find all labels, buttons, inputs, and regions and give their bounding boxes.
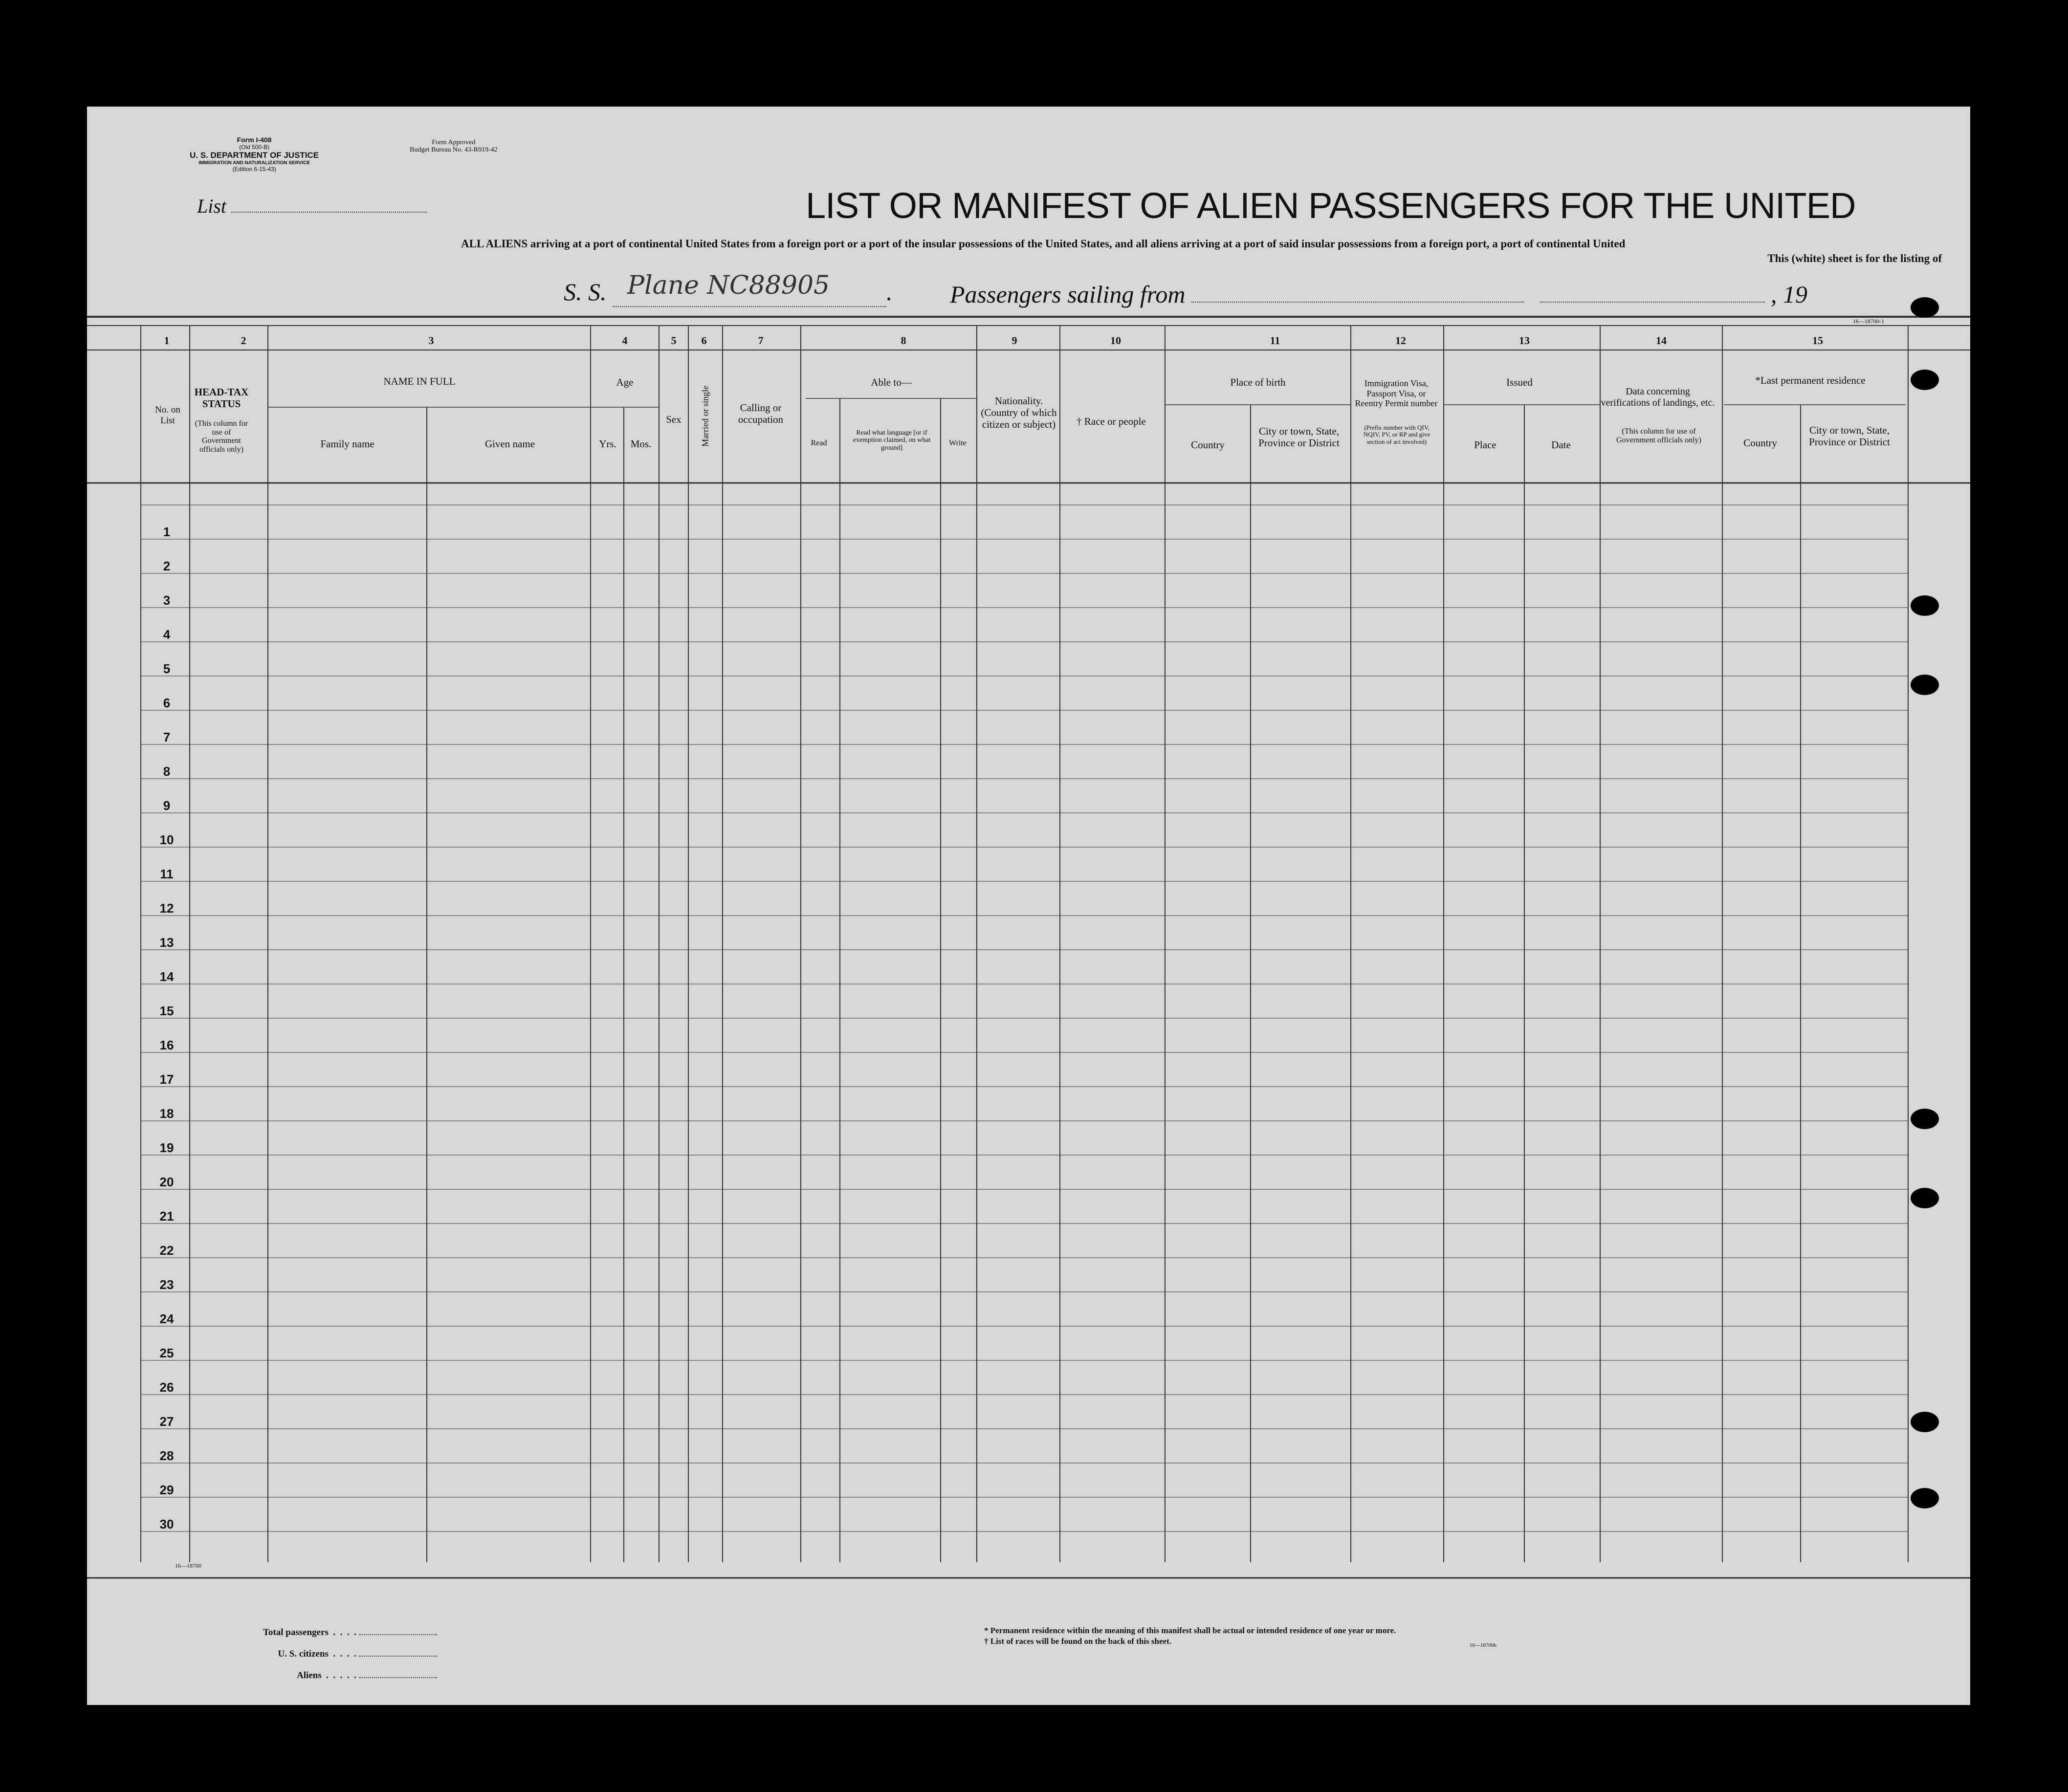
col-num-15: 15	[1812, 334, 1823, 347]
header-visa: Immigration Visa, Passport Visa, or Reentry Permit number	[1355, 378, 1438, 409]
list-label: List	[197, 195, 227, 217]
header-mos: Mos.	[630, 438, 652, 450]
row-number: 12	[159, 901, 174, 916]
col-num-9: 9	[1012, 334, 1017, 347]
us-citizens-field[interactable]	[359, 1656, 437, 1657]
form-approved: Form Approved	[432, 139, 476, 146]
sailing-label: Passengers sailing from	[950, 281, 1186, 308]
row-number: 6	[163, 696, 171, 710]
aliens-label: Aliens	[296, 1670, 322, 1681]
punch-hole	[1911, 1188, 1939, 1208]
ship-name-handwritten: Plane NC88905	[627, 271, 830, 300]
punch-hole	[1911, 370, 1939, 390]
row-number: 8	[163, 764, 171, 779]
header-read-language: Read what language [or if exemption claimed, on what ground]	[853, 429, 931, 452]
col-num-7: 7	[758, 334, 764, 347]
col-num-3: 3	[428, 334, 434, 347]
row-number: 26	[159, 1380, 174, 1395]
budget-bureau-number: Budget Bureau No. 43-R019-42	[410, 146, 498, 154]
form-old-number: (Old 500-B)	[239, 144, 270, 151]
us-citizens-row: U. S. citizens . . . .	[263, 1643, 437, 1665]
footnote-races: † List of races will be found on the back of this sheet.	[984, 1637, 1171, 1646]
header-data-verif: Data concerning verifications of landings, etc.	[1601, 386, 1715, 408]
row-number: 25	[159, 1346, 174, 1360]
header-able-to: Able to—	[871, 376, 912, 388]
header-issued: Issued	[1506, 376, 1533, 388]
header-issued-place: Place	[1474, 439, 1496, 451]
ref-number-top: 16—18700-1	[1853, 318, 1884, 325]
header-family-name: Family name	[320, 438, 374, 450]
total-passengers-field[interactable]	[359, 1634, 437, 1635]
header-calling: Calling or occupation	[738, 402, 784, 426]
row-number: 4	[163, 627, 171, 642]
punch-hole	[1911, 1412, 1939, 1432]
header-residence-country: Country	[1743, 437, 1777, 449]
row-number: 3	[163, 593, 171, 608]
header-head-tax-note: (This column for use of Government officials only)	[195, 419, 248, 454]
header-birth-city: City or town, State, Province or District	[1258, 425, 1340, 449]
row-number: 27	[159, 1414, 174, 1429]
service-name: IMMIGRATION AND NATURALIZATION SERVICE	[198, 160, 310, 166]
col-num-13: 13	[1519, 334, 1530, 347]
header-last-residence: *Last permanent residence	[1755, 374, 1866, 386]
row-number: 1	[163, 524, 171, 539]
header-read: Read	[811, 439, 827, 447]
header-age: Age	[616, 376, 634, 388]
ss-label: S. S.	[564, 278, 607, 306]
header-birth-country: Country	[1191, 439, 1225, 451]
col-num-4: 4	[622, 334, 628, 347]
row-number: 14	[159, 969, 174, 984]
row-number: 15	[159, 1004, 174, 1018]
header-married-single: Married or single	[700, 385, 710, 447]
row-number: 9	[163, 798, 171, 813]
row-number: 16	[159, 1038, 174, 1052]
col-num-2: 2	[241, 334, 246, 347]
row-number: 11	[160, 867, 174, 881]
punch-hole	[1911, 1109, 1939, 1129]
punch-hole	[1911, 1488, 1939, 1508]
col-num-6: 6	[701, 334, 707, 347]
subtitle: ALL ALIENS arriving at a port of continental United States from a foreign port or a port of the insular possessions of the United States, and all aliens arriving at a port of said insular possessions from a foreign port, a port of continental United	[461, 238, 1626, 250]
row-number: 22	[159, 1243, 174, 1258]
col-num-12: 12	[1395, 334, 1406, 347]
header-no-on-list: No. on List	[155, 405, 180, 426]
row-number: 21	[159, 1209, 174, 1224]
page-title: LIST OR MANIFEST OF ALIEN PASSENGERS FOR THE UNITED	[806, 185, 1856, 226]
header-issued-date: Date	[1551, 439, 1571, 451]
header-residence-city: City or town, State, Province or District	[1809, 424, 1890, 448]
ship-line: S. S. Plane NC88905 .	[564, 278, 893, 307]
header-sex: Sex	[666, 414, 682, 425]
col-num-5: 5	[671, 334, 677, 347]
totals-block	[263, 1622, 437, 1686]
row-number: 18	[159, 1106, 174, 1121]
manifest-sheet	[87, 107, 1970, 1705]
aliens-field[interactable]	[359, 1677, 437, 1678]
row-number: 5	[163, 661, 171, 676]
col-num-1: 1	[164, 334, 170, 347]
department-name: U. S. DEPARTMENT OF JUSTICE	[190, 151, 319, 160]
punch-hole	[1911, 595, 1939, 616]
row-number: 10	[159, 832, 174, 847]
col-num-8: 8	[901, 334, 906, 347]
row-number: 13	[159, 935, 174, 950]
punch-hole	[1911, 675, 1939, 695]
header-visa-note: (Prefix number with QIV, NQIV, PV, or RP and give section of act involved)	[1364, 424, 1430, 445]
header-place-of-birth: Place of birth	[1230, 376, 1286, 388]
header-head-tax: HEAD-TAX STATUS	[194, 386, 249, 410]
row-number: 28	[159, 1448, 174, 1463]
total-passengers-label: Total passengers	[263, 1627, 329, 1638]
subtitle-continuation: This (white) sheet is for the listing of	[1767, 252, 1942, 264]
header-name-in-full: NAME IN FULL	[383, 375, 456, 387]
header-data-verif-note: (This column for use of Government officials only)	[1616, 427, 1701, 444]
form-number: Form I-408	[237, 136, 272, 144]
year-label: , 19	[1771, 281, 1807, 308]
header-write: Write	[949, 439, 967, 447]
ref-number-bottom-right: 16—18700b	[1470, 1642, 1496, 1648]
row-number: 29	[159, 1483, 174, 1497]
row-number: 20	[159, 1175, 174, 1189]
row-number: 30	[159, 1517, 174, 1531]
total-passengers-row: Total passengers . . . .	[263, 1622, 437, 1643]
col-num-11: 11	[1270, 334, 1280, 347]
row-number: 24	[159, 1311, 174, 1326]
row-number: 2	[163, 559, 171, 573]
row-number: 17	[159, 1072, 174, 1087]
form-edition: (Edition 6-15-43)	[232, 166, 276, 173]
header-nationality: Nationality. (Country of which citizen or subject)	[981, 395, 1057, 431]
us-citizens-label: U. S. citizens	[278, 1649, 329, 1659]
col-num-10: 10	[1110, 334, 1121, 347]
col-num-14: 14	[1656, 334, 1667, 347]
row-number: 7	[163, 730, 171, 744]
ref-number-bottom-left: 16—18700	[175, 1562, 201, 1569]
header-race: † Race or people	[1077, 415, 1146, 427]
punch-hole	[1911, 297, 1939, 318]
footnote-residence: * Permanent residence within the meaning of this manifest shall be actual or intended residence of one year or more.	[984, 1626, 1396, 1635]
row-number: 19	[159, 1140, 174, 1155]
row-number: 23	[159, 1277, 174, 1292]
header-given-name: Given name	[484, 438, 535, 450]
aliens-row: Aliens . . . . .	[263, 1665, 437, 1686]
header-yrs: Yrs.	[599, 438, 616, 450]
